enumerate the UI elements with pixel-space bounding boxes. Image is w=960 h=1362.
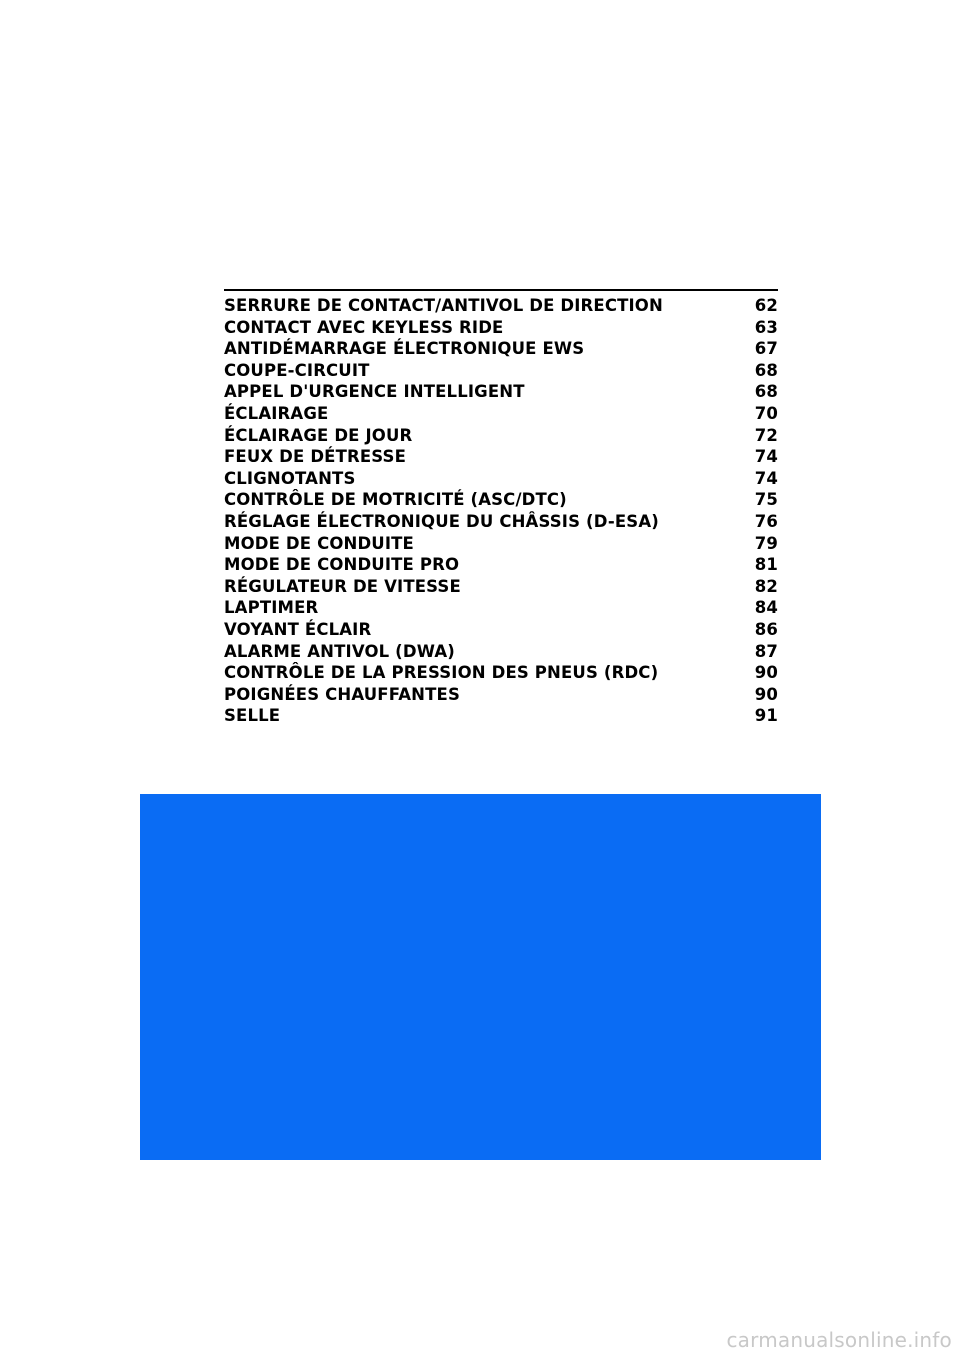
- toc-entry[interactable]: [224, 468, 778, 490]
- toc-entry-title: MODE DE CONDUITE: [224, 533, 414, 553]
- toc-entry-page: 86: [754, 619, 778, 639]
- toc-entry[interactable]: [224, 533, 778, 555]
- toc-entry[interactable]: [224, 554, 778, 576]
- toc-entry-title: VOYANT ÉCLAIR: [224, 619, 372, 639]
- toc-entry-page: 63: [754, 317, 778, 337]
- toc-entry-title: ÉCLAIRAGE: [224, 403, 329, 423]
- toc-entry-title: POIGNÉES CHAUFFANTES: [224, 684, 460, 704]
- toc-entry-page: 91: [754, 706, 778, 726]
- toc-entry-title: APPEL D'URGENCE INTELLIGENT: [224, 382, 525, 402]
- toc-entry-page: 76: [754, 511, 778, 531]
- toc-entry-title: COUPE-CIRCUIT: [224, 360, 370, 380]
- toc-entry[interactable]: [224, 489, 778, 511]
- toc-entry-title: CONTRÔLE DE LA PRESSION DES PNEUS (RDC): [224, 663, 659, 683]
- watermark: carmanualsonline.info: [726, 1328, 952, 1352]
- toc-entry-page: 70: [754, 403, 778, 423]
- toc-entry[interactable]: [224, 360, 778, 382]
- toc-entry-title: ALARME ANTIVOL (DWA): [224, 641, 455, 661]
- toc-entry-page: 68: [754, 360, 778, 380]
- toc-entry[interactable]: [224, 317, 778, 339]
- toc-entry[interactable]: [224, 446, 778, 468]
- toc-entry[interactable]: [224, 597, 778, 619]
- blue-color-panel: [140, 794, 821, 1160]
- toc-entry-title: MODE DE CONDUITE PRO: [224, 555, 460, 575]
- toc-entry[interactable]: [224, 338, 778, 360]
- toc-entry-page: 74: [754, 468, 778, 488]
- toc-entry-title: CONTRÔLE DE MOTRICITÉ (ASC/DTC): [224, 490, 567, 510]
- toc-entry-page: 75: [754, 490, 778, 510]
- toc-entry[interactable]: [224, 641, 778, 663]
- toc-entry-title: CLIGNOTANTS: [224, 468, 356, 488]
- toc-entry[interactable]: [224, 381, 778, 403]
- toc-entry[interactable]: [224, 576, 778, 598]
- toc-entry-title: ÉCLAIRAGE DE JOUR: [224, 425, 413, 445]
- toc-entry[interactable]: [224, 662, 778, 684]
- toc-entry-page: 72: [754, 425, 778, 445]
- toc-entry[interactable]: [224, 705, 778, 727]
- toc-entry-title: SELLE: [224, 706, 281, 726]
- toc-entry-page: 68: [754, 382, 778, 402]
- toc-entry-page: 90: [754, 663, 778, 683]
- toc-entry-page: 87: [754, 641, 778, 661]
- toc-entry-page: 74: [754, 447, 778, 467]
- toc-entry-title: ANTIDÉMARRAGE ÉLECTRONIQUE EWS: [224, 339, 585, 359]
- toc-entry-page: 79: [754, 533, 778, 553]
- toc-entry-page: 67: [754, 339, 778, 359]
- toc-entry[interactable]: [224, 295, 778, 317]
- toc-entry[interactable]: [224, 684, 778, 706]
- toc-entry-title: FEUX DE DÉTRESSE: [224, 447, 407, 467]
- table-of-contents: [224, 289, 778, 727]
- toc-entry-title: RÉGULATEUR DE VITESSE: [224, 576, 461, 596]
- toc-entry-page: 90: [754, 684, 778, 704]
- toc-entry-page: 62: [754, 296, 778, 315]
- toc-entry[interactable]: [224, 403, 778, 425]
- toc-entry-title: SERRURE DE CONTACT/ANTIVOL DE DIRECTION: [224, 296, 663, 315]
- toc-entry-page: 84: [754, 598, 778, 618]
- toc-entry[interactable]: [224, 619, 778, 641]
- toc-entry-title: LAPTIMER: [224, 598, 319, 618]
- toc-entry[interactable]: [224, 425, 778, 447]
- toc-entry-title: RÉGLAGE ÉLECTRONIQUE DU CHÂSSIS (D-ESA): [224, 511, 659, 531]
- toc-entry[interactable]: [224, 511, 778, 533]
- toc-entry-title: CONTACT AVEC KEYLESS RIDE: [224, 317, 504, 337]
- toc-entry-page: 81: [754, 555, 778, 575]
- toc-entry-page: 82: [754, 576, 778, 596]
